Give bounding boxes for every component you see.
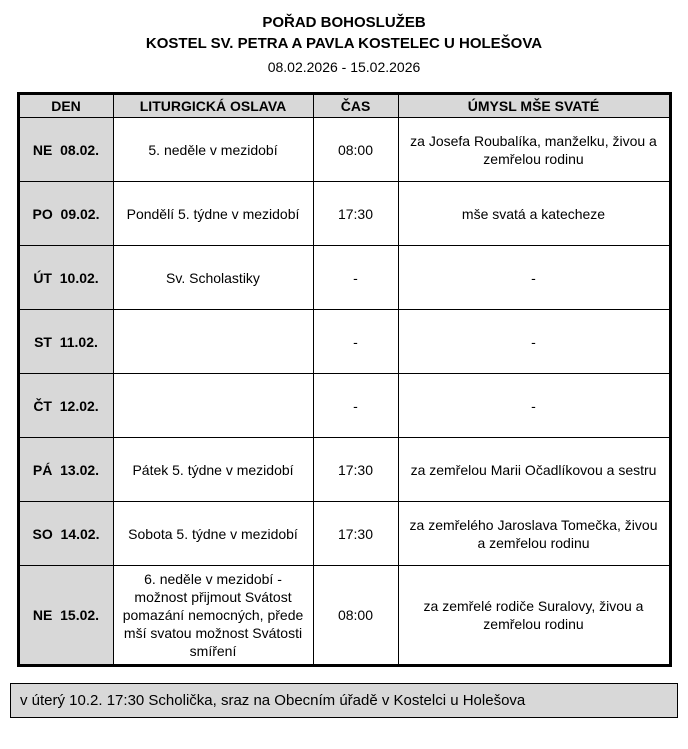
- header-time: ČAS: [313, 94, 398, 118]
- time-cell: 08:00: [313, 566, 398, 666]
- time-cell: -: [313, 374, 398, 438]
- celebration-cell: Pátek 5. týdne v mezidobí: [113, 438, 313, 502]
- celebration-cell: Sobota 5. týdne v mezidobí: [113, 502, 313, 566]
- table-header-row: [18, 94, 670, 118]
- table-row: [18, 374, 670, 438]
- celebration-cell: 5. neděle v mezidobí: [113, 118, 313, 182]
- table-row: [18, 246, 670, 310]
- celebration-cell: Pondělí 5. týdne v mezidobí: [113, 182, 313, 246]
- schedule-table: [17, 92, 672, 667]
- day-cell: NE 15.02.: [18, 566, 113, 666]
- intention-cell: -: [398, 310, 670, 374]
- table-row: [18, 502, 670, 566]
- celebration-cell: [113, 310, 313, 374]
- time-cell: -: [313, 246, 398, 310]
- time-cell: 17:30: [313, 438, 398, 502]
- day-cell: SO 14.02.: [18, 502, 113, 566]
- intention-cell: za zemřelou Marii Očadlíkovou a sestru: [398, 438, 670, 502]
- day-cell: PÁ 13.02.: [18, 438, 113, 502]
- celebration-cell: Sv. Scholastiky: [113, 246, 313, 310]
- time-cell: 08:00: [313, 118, 398, 182]
- table-row: [18, 182, 670, 246]
- table-row: [18, 566, 670, 666]
- day-cell: ST 11.02.: [18, 310, 113, 374]
- header-intention: ÚMYSL MŠE SVATÉ: [398, 94, 670, 118]
- church-name: KOSTEL SV. PETRA A PAVLA KOSTELEC U HOLEŠOVA: [145, 35, 543, 52]
- table-row: [18, 310, 670, 374]
- time-cell: 17:30: [313, 182, 398, 246]
- day-cell: ČT 12.02.: [18, 374, 113, 438]
- intention-cell: mše svatá a katecheze: [398, 182, 670, 246]
- celebration-cell: 6. neděle v mezidobí - možnost přijmout Svátost pomazání nemocných, přede mší svatou možnost Svátosti smíření: [113, 566, 313, 666]
- celebration-cell: [113, 374, 313, 438]
- day-cell: NE 08.02.: [18, 118, 113, 182]
- day-cell: ÚT 10.02.: [18, 246, 113, 310]
- footer-note: v úterý 10.2. 17:30 Scholička, sraz na Obecním úřadě v Kostelci u Holešova: [10, 683, 678, 718]
- document-title: POŘAD BOHOSLUŽEB: [262, 14, 426, 31]
- table-row: [18, 118, 670, 182]
- intention-cell: -: [398, 374, 670, 438]
- intention-cell: -: [398, 246, 670, 310]
- header-day: DEN: [18, 94, 113, 118]
- intention-cell: za zemřelé rodiče Suralovy, živou a zemřelou rodinu: [398, 566, 670, 666]
- intention-cell: za Josefa Roubalíka, manželku, živou a zemřelou rodinu: [398, 118, 670, 182]
- time-cell: -: [313, 310, 398, 374]
- time-cell: 17:30: [313, 502, 398, 566]
- header-celebration: LITURGICKÁ OSLAVA: [113, 94, 313, 118]
- day-cell: PO 09.02.: [18, 182, 113, 246]
- document-header: [0, 0, 688, 77]
- date-range: 08.02.2026 - 15.02.2026: [267, 59, 421, 75]
- intention-cell: za zemřelého Jaroslava Tomečka, živou a zemřelou rodinu: [398, 502, 670, 566]
- table-row: [18, 438, 670, 502]
